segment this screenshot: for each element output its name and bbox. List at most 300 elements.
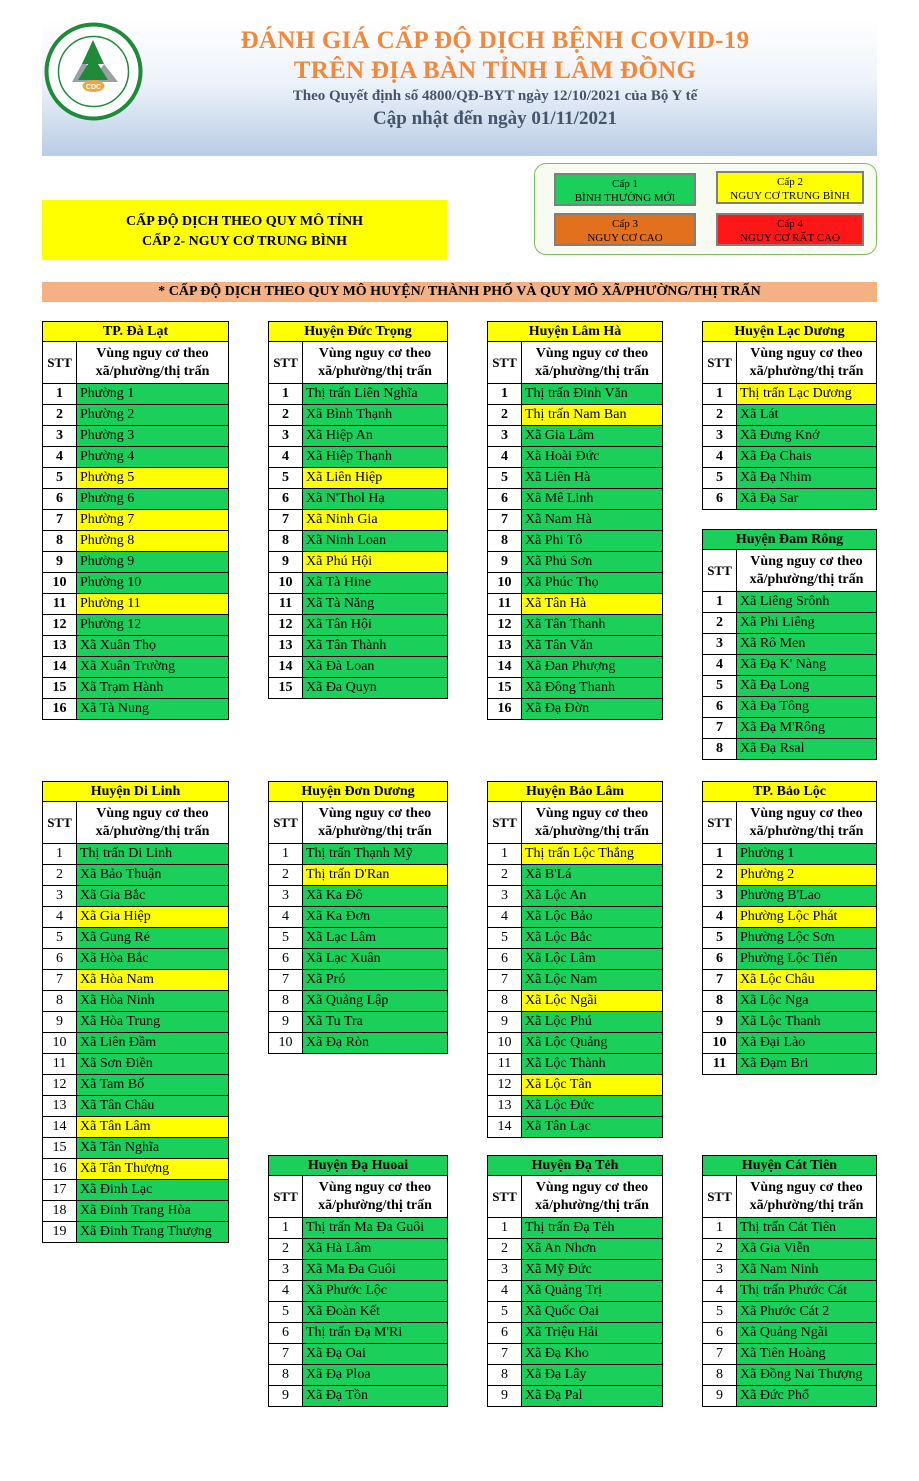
commune-name: Xã Hòa Nam (77, 970, 228, 990)
district-name: Huyện Lâm Hà (487, 321, 663, 342)
commune-name: Xã Tân Hà (522, 594, 662, 614)
commune-name: Xã Phước Lộc (303, 1281, 447, 1301)
district-table (702, 1155, 877, 1407)
table-row (268, 1302, 448, 1323)
row-number: 10 (488, 573, 522, 593)
commune-name: Xã Đạ Tông (737, 697, 876, 717)
commune-name: Xã Đinh Lạc (77, 1180, 228, 1200)
commune-name: Phường 6 (77, 489, 228, 509)
table-row (487, 907, 663, 928)
district-table (268, 1155, 448, 1407)
table-row (487, 405, 663, 426)
table-row (487, 573, 663, 594)
stt-header: STT (43, 802, 77, 843)
row-number: 1 (269, 844, 303, 864)
legend-level-3-title: Cấp 3 (612, 218, 638, 230)
table-row (42, 1159, 229, 1180)
table-row (487, 489, 663, 510)
table-row (702, 655, 877, 676)
commune-name: Xã Đa Quyn (303, 678, 447, 698)
stt-header: STT (43, 342, 77, 383)
row-number: 3 (488, 1260, 522, 1280)
row-number: 2 (488, 865, 522, 885)
row-number: 12 (43, 615, 77, 635)
commune-name: Xã Đạ Kho (522, 1344, 662, 1364)
row-number: 9 (269, 552, 303, 572)
table-header (487, 1176, 663, 1218)
commune-name: Thị trấn Ma Đa Guôi (303, 1218, 447, 1238)
table-row (702, 1302, 877, 1323)
row-number: 8 (269, 531, 303, 551)
table-row (702, 970, 877, 991)
commune-name: Xã Lộc Châu (737, 970, 876, 990)
row-number: 13 (269, 636, 303, 656)
table-row (42, 1033, 229, 1054)
row-number: 4 (703, 655, 737, 675)
commune-name: Phường 4 (77, 447, 228, 467)
row-number: 13 (43, 1096, 77, 1116)
commune-name: Xã Đạ Đờn (522, 699, 662, 719)
table-row (702, 697, 877, 718)
area-header-line2: xã/phường/thị trấn (318, 824, 432, 839)
commune-name: Xã Sơn Điền (77, 1054, 228, 1074)
row-number: 5 (43, 928, 77, 948)
commune-name: Xã Ka Đơn (303, 907, 447, 927)
row-number: 4 (269, 1281, 303, 1301)
row-number: 9 (269, 1386, 303, 1406)
commune-name: Xã Hòa Trung (77, 1012, 228, 1032)
table-row (268, 447, 448, 468)
table-row (702, 1281, 877, 1302)
stt-header: STT (269, 802, 303, 843)
table-row (702, 613, 877, 634)
table-row (702, 426, 877, 447)
table-row (487, 1054, 663, 1075)
row-number: 3 (703, 426, 737, 446)
commune-name: Xã Lộc Thành (522, 1054, 662, 1074)
table-row (702, 739, 877, 760)
table-row (42, 426, 229, 447)
commune-name: Phường 5 (77, 468, 228, 488)
row-number: 5 (703, 928, 737, 948)
commune-name: Xã Đạ Nhim (737, 468, 876, 488)
commune-name: Xã Đạ Ròn (303, 1033, 447, 1053)
table-row (42, 844, 229, 865)
table-row (487, 886, 663, 907)
row-number: 8 (703, 991, 737, 1011)
area-header-line2: xã/phường/thị trấn (749, 364, 864, 379)
area-header-line1: Vùng nguy cơ theo (96, 806, 209, 821)
stt-header: STT (488, 1176, 522, 1217)
row-number: 6 (488, 1323, 522, 1343)
row-number: 14 (43, 1117, 77, 1137)
commune-name: Xã Đồng Nai Thượng (737, 1365, 876, 1385)
district-table (42, 321, 229, 720)
table-row (487, 468, 663, 489)
row-number: 13 (488, 1096, 522, 1116)
row-number: 7 (269, 1344, 303, 1364)
row-number: 1 (43, 384, 77, 404)
table-row (702, 1054, 877, 1075)
commune-name: Phường 11 (77, 594, 228, 614)
table-row (268, 636, 448, 657)
commune-name: Xã An Nhơn (522, 1239, 662, 1259)
row-number: 1 (269, 1218, 303, 1238)
svg-text:CDC: CDC (85, 84, 102, 91)
commune-name: Xã Phi Tô (522, 531, 662, 551)
area-header (737, 342, 876, 383)
commune-name: Thị trấn Đạ Tẻh (522, 1218, 662, 1238)
table-row (268, 1260, 448, 1281)
area-header (303, 342, 447, 383)
table-row (702, 928, 877, 949)
table-row (268, 928, 448, 949)
stt-header: STT (703, 342, 737, 383)
table-row (42, 865, 229, 886)
table-row (487, 1302, 663, 1323)
table-header (42, 802, 229, 844)
table-row (702, 1260, 877, 1281)
table-row (268, 844, 448, 865)
stt-header: STT (703, 802, 737, 843)
table-row (268, 949, 448, 970)
row-number: 9 (488, 1386, 522, 1406)
commune-name: Xã Hòa Bắc (77, 949, 228, 969)
row-number: 7 (488, 510, 522, 530)
commune-name: Xã Bảo Thuận (77, 865, 228, 885)
commune-name: Phường 2 (737, 865, 876, 885)
commune-name: Xã Ma Đa Guôi (303, 1260, 447, 1280)
table-row (268, 1281, 448, 1302)
row-number: 5 (269, 928, 303, 948)
commune-name: Xã Trạm Hành (77, 678, 228, 698)
commune-name: Xã Tu Tra (303, 1012, 447, 1032)
row-number: 6 (703, 697, 737, 717)
area-header (737, 802, 876, 843)
commune-name: Xã Đại Lào (737, 1033, 876, 1053)
stt-header: STT (269, 342, 303, 383)
province-level-line1: CẤP ĐỘ DỊCH THEO QUY MÔ TỈNH (126, 214, 363, 229)
legend-level-3-text: NGUY CƠ CAO (587, 232, 663, 244)
row-number: 8 (488, 531, 522, 551)
row-number: 9 (269, 1012, 303, 1032)
table-row (487, 426, 663, 447)
commune-name: Xã Pró (303, 970, 447, 990)
commune-name: Xã Lộc An (522, 886, 662, 906)
row-number: 5 (269, 1302, 303, 1322)
table-row (702, 844, 877, 865)
table-row (268, 991, 448, 1012)
row-number: 5 (488, 1302, 522, 1322)
row-number: 12 (488, 1075, 522, 1095)
district-table (487, 321, 663, 720)
table-row (487, 1033, 663, 1054)
row-number: 7 (269, 970, 303, 990)
row-number: 14 (488, 657, 522, 677)
commune-name: Xã Lộc Ngãi (522, 991, 662, 1011)
table-row (487, 699, 663, 720)
table-row (702, 949, 877, 970)
row-number: 1 (703, 592, 737, 612)
commune-name: Xã Đan Phượng (522, 657, 662, 677)
table-header (702, 1176, 877, 1218)
commune-name: Xã Lộc Quảng (522, 1033, 662, 1053)
row-number: 1 (488, 384, 522, 404)
table-row (487, 1075, 663, 1096)
row-number: 6 (488, 489, 522, 509)
row-number: 1 (269, 384, 303, 404)
district-name: Huyện Di Linh (42, 781, 229, 802)
table-row (42, 594, 229, 615)
area-header (303, 802, 447, 843)
commune-name: Xã Gung Ré (77, 928, 228, 948)
commune-name: Xã Đạ K' Nàng (737, 655, 876, 675)
table-row (268, 615, 448, 636)
table-row (487, 636, 663, 657)
commune-name: Phường 3 (77, 426, 228, 446)
commune-name: Thị trấn Lạc Dương (737, 384, 876, 404)
commune-name: Xã Hòa Ninh (77, 991, 228, 1011)
row-number: 11 (488, 594, 522, 614)
row-number: 3 (269, 426, 303, 446)
row-number: 7 (43, 510, 77, 530)
table-row (487, 1344, 663, 1365)
row-number: 4 (43, 447, 77, 467)
commune-name: Xã Lộc Bảo (522, 907, 662, 927)
table-row (268, 489, 448, 510)
table-row (487, 1386, 663, 1407)
area-header-line1: Vùng nguy cơ theo (750, 554, 863, 569)
area-header (303, 1176, 447, 1217)
title-line1: ĐÁNH GIÁ CẤP ĐỘ DỊCH BỆNH COVID-19 (240, 27, 750, 54)
table-row (487, 678, 663, 699)
row-number: 13 (43, 636, 77, 656)
commune-name: Xã Hà Lâm (303, 1239, 447, 1259)
table-row (702, 1344, 877, 1365)
table-header (487, 802, 663, 844)
commune-name: Xã Tam Bố (77, 1075, 228, 1095)
table-row (702, 886, 877, 907)
district-name: TP. Đà Lạt (42, 321, 229, 342)
row-number: 8 (43, 531, 77, 551)
commune-name: Xã Tân Hội (303, 615, 447, 635)
legend-level-3 (554, 213, 696, 246)
area-header-line2: xã/phường/thị trấn (318, 364, 432, 379)
row-number: 8 (703, 739, 737, 759)
row-number: 16 (43, 1159, 77, 1179)
row-number: 3 (43, 886, 77, 906)
row-number: 2 (488, 405, 522, 425)
commune-name: Xã Đoàn Kết (303, 1302, 447, 1322)
table-header (42, 342, 229, 384)
table-row (42, 928, 229, 949)
commune-name: Xã Tân Thành (303, 636, 447, 656)
district-name: Huyện Cát Tiên (702, 1155, 877, 1176)
table-row (702, 592, 877, 613)
table-row (42, 1138, 229, 1159)
commune-name: Phường B'Lao (737, 886, 876, 906)
stt-header: STT (488, 802, 522, 843)
level-legend (534, 163, 877, 255)
row-number: 8 (269, 991, 303, 1011)
row-number: 6 (269, 949, 303, 969)
row-number: 5 (488, 468, 522, 488)
table-row (268, 1344, 448, 1365)
row-number: 11 (488, 1054, 522, 1074)
commune-name: Xã Tân Lạc (522, 1117, 662, 1137)
table-row (268, 552, 448, 573)
row-number: 7 (488, 1344, 522, 1364)
commune-name: Xã Đông Thanh (522, 678, 662, 698)
table-row (42, 1054, 229, 1075)
row-number: 4 (703, 447, 737, 467)
commune-name: Xã Nam Hà (522, 510, 662, 530)
table-header (268, 802, 448, 844)
table-row (487, 552, 663, 573)
row-number: 4 (703, 1281, 737, 1301)
commune-name: Xã Quảng Trị (522, 1281, 662, 1301)
commune-name: Xã Tà Nung (77, 699, 228, 719)
table-row (487, 594, 663, 615)
row-number: 5 (703, 1302, 737, 1322)
commune-name: Xã Tiên Hoàng (737, 1344, 876, 1364)
district-table (268, 781, 448, 1054)
row-number: 2 (43, 405, 77, 425)
row-number: 6 (43, 489, 77, 509)
commune-name: Xã Lộc Phú (522, 1012, 662, 1032)
commune-name: Thị trấn Đạ M'Ri (303, 1323, 447, 1343)
district-name: Huyện Đạ Tẻh (487, 1155, 663, 1176)
area-header (77, 802, 228, 843)
commune-name: Xã B'Lá (522, 865, 662, 885)
row-number: 9 (488, 1012, 522, 1032)
commune-name: Phường 7 (77, 510, 228, 530)
row-number: 4 (488, 447, 522, 467)
row-number: 5 (703, 676, 737, 696)
table-row (268, 1218, 448, 1239)
district-name: Huyện Đạ Huoai (268, 1155, 448, 1176)
table-row (702, 1012, 877, 1033)
table-row (42, 991, 229, 1012)
commune-name: Xã Gia Lâm (522, 426, 662, 446)
row-number: 3 (269, 1260, 303, 1280)
commune-name: Xã Xuân Trường (77, 657, 228, 677)
district-table (487, 781, 663, 1138)
row-number: 4 (703, 907, 737, 927)
table-row (268, 405, 448, 426)
row-number: 1 (703, 384, 737, 404)
province-level-box (42, 200, 447, 260)
table-header (702, 342, 877, 384)
row-number: 7 (488, 970, 522, 990)
area-header-line2: xã/phường/thị trấn (535, 824, 649, 839)
commune-name: Xã Liên Hiệp (303, 468, 447, 488)
row-number: 1 (703, 844, 737, 864)
row-number: 14 (488, 1117, 522, 1137)
row-number: 2 (703, 405, 737, 425)
row-number: 2 (269, 865, 303, 885)
area-header-line1: Vùng nguy cơ theo (535, 346, 649, 361)
commune-name: Thị trấn Lộc Thắng (522, 844, 662, 864)
table-row (42, 1117, 229, 1138)
commune-name: Xã Đạ Ploa (303, 1365, 447, 1385)
area-header-line2: xã/phường/thị trấn (318, 1198, 432, 1213)
table-row (268, 865, 448, 886)
row-number: 19 (43, 1222, 77, 1242)
row-number: 2 (703, 1239, 737, 1259)
row-number: 10 (703, 1033, 737, 1053)
area-header-line1: Vùng nguy cơ theo (750, 1180, 863, 1195)
table-row (268, 907, 448, 928)
commune-name: Xã Lộc Thanh (737, 1012, 876, 1032)
area-header (522, 802, 662, 843)
area-header-line1: Vùng nguy cơ theo (318, 806, 432, 821)
table-row (702, 1239, 877, 1260)
area-header-line1: Vùng nguy cơ theo (318, 346, 432, 361)
district-name: Huyện Đức Trọng (268, 321, 448, 342)
row-number: 2 (269, 405, 303, 425)
table-row (487, 844, 663, 865)
table-row (487, 865, 663, 886)
area-header-line2: xã/phường/thị trấn (749, 572, 864, 587)
row-number: 9 (43, 552, 77, 572)
commune-name: Xã Rô Men (737, 634, 876, 654)
table-row (487, 447, 663, 468)
commune-name: Xã Quảng Lập (303, 991, 447, 1011)
table-header (487, 342, 663, 384)
commune-name: Xã Đạ M'Rông (737, 718, 876, 738)
commune-name: Xã Nam Ninh (737, 1260, 876, 1280)
row-number: 2 (488, 1239, 522, 1259)
row-number: 9 (703, 1386, 737, 1406)
table-row (702, 634, 877, 655)
commune-name: Xã Lạc Xuân (303, 949, 447, 969)
commune-name: Xã Tân Văn (522, 636, 662, 656)
row-number: 12 (488, 615, 522, 635)
table-row (42, 949, 229, 970)
table-row (268, 384, 448, 405)
row-number: 9 (488, 552, 522, 572)
row-number: 3 (703, 634, 737, 654)
commune-name: Xã N'Thol Hạ (303, 489, 447, 509)
table-row (42, 907, 229, 928)
table-row (42, 384, 229, 405)
row-number: 8 (703, 1365, 737, 1385)
table-row (268, 468, 448, 489)
commune-name: Xã Quốc Oai (522, 1302, 662, 1322)
table-row (268, 1386, 448, 1407)
row-number: 16 (488, 699, 522, 719)
commune-name: Thị trấn Liên Nghĩa (303, 384, 447, 404)
commune-name: Phường 9 (77, 552, 228, 572)
stt-header: STT (269, 1176, 303, 1217)
table-row (487, 1365, 663, 1386)
commune-name: Xã Lộc Nam (522, 970, 662, 990)
stt-header: STT (488, 342, 522, 383)
commune-name: Thị trấn Đinh Văn (522, 384, 662, 404)
row-number: 8 (43, 991, 77, 1011)
table-row (702, 468, 877, 489)
commune-name: Xã Đà Loan (303, 657, 447, 677)
commune-name: Xã Đạ Lây (522, 1365, 662, 1385)
table-header (702, 802, 877, 844)
table-row (702, 1386, 877, 1407)
area-header-line1: Vùng nguy cơ theo (535, 1180, 649, 1195)
table-row (487, 1012, 663, 1033)
table-row (487, 991, 663, 1012)
row-number: 9 (43, 1012, 77, 1032)
area-header-line2: xã/phường/thị trấn (749, 824, 864, 839)
